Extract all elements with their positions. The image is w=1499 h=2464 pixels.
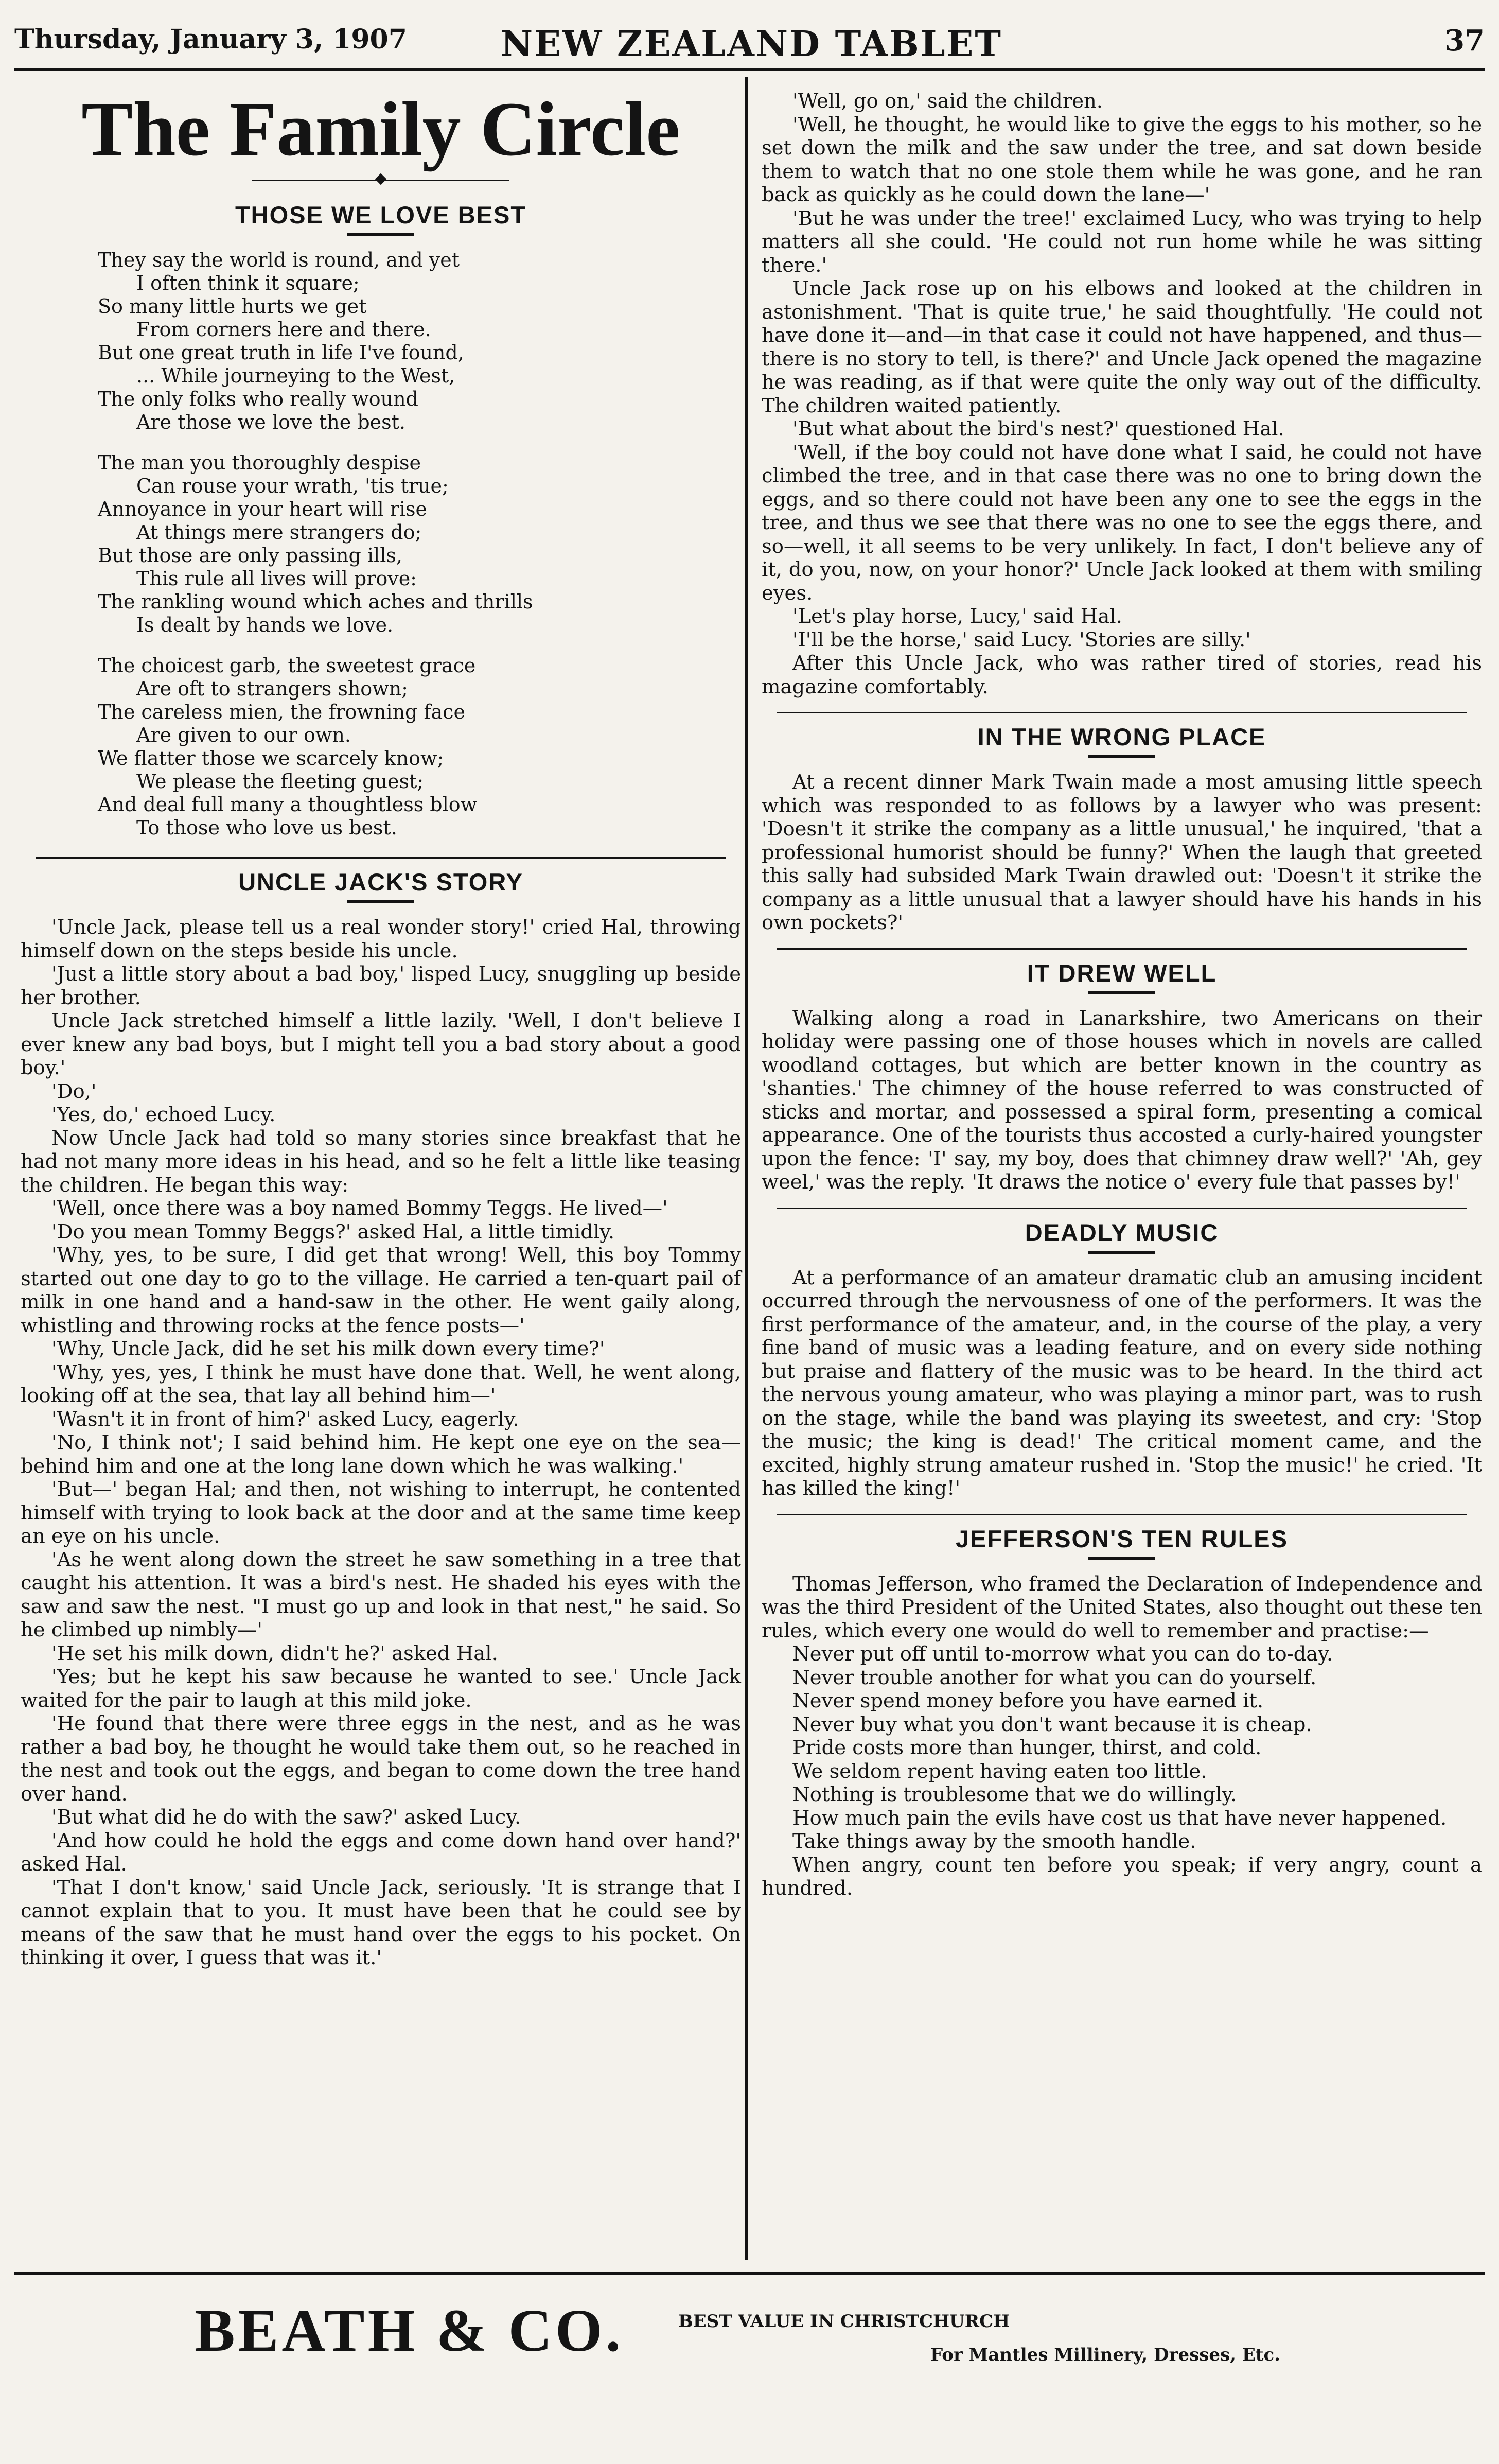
article-title: UNCLE JACK'S STORY [238, 868, 523, 896]
deadly-music-article [762, 1218, 1482, 1500]
title-rule [347, 900, 414, 903]
poem-stanza [98, 654, 741, 840]
article-paragraph: 'Why, yes, yes, I think he must have done that. Well, he went along, looking off at the sea, that lay all behind him—' [21, 1360, 741, 1407]
article-paragraph: 'Well, if the boy could not have done what I said, he could not have climbed the tree, and in that case there was no one to bring down the eggs, and so there could not have been any one to see the eggs in the tree, and thus we see that there was no one to see the eggs there, and so—well, it all seems to be very unlikely. In fact, I don't believe any of it, do you, now, on your honor?' Uncle Jack looked at them with smiling eyes. [762, 441, 1482, 605]
poem-line: We flatter those we scarcely know; [98, 747, 444, 770]
poem-line: Can rouse your wrath, 'tis true; [136, 475, 449, 497]
article-paragraph: 'Why, yes, to be sure, I did get that wrong! Well, this boy Tommy started out one day to go to the village. He carried a ten-quart pail of milk in one hand and a hand-saw in the other. He went gaily along, whistling and throwing rocks at the fence posts—' [21, 1244, 741, 1337]
article-paragraph: 'Wasn't it in front of him?' asked Lucy, eagerly. [51, 1407, 519, 1431]
poem-line: Is dealt by hands we love. [136, 614, 394, 636]
poem-title: THOSE WE LOVE BEST [235, 201, 527, 229]
article-paragraph: At a recent dinner Mark Twain made a most amusing little speech which was responded to as follows by a lawyer who was present: 'Doesn't it strike the company as a little unusual,' he inquired, 'that a professional humorist should be funny?' When the laugh that greeted this sally had subsided Mark Twain drawled out: 'Doesn't it strike the company as a little unusual that a lawyer should have his hands in his own pockets?' [762, 771, 1482, 934]
advertiser-subline: For Mantles Millinery, Dresses, Etc. [930, 2345, 1280, 2365]
section-divider [777, 1514, 1467, 1515]
page-number: 37 [1444, 24, 1485, 58]
poem-line: We please the fleeting guest; [136, 770, 424, 793]
poem-line: The choicest garb, the sweetest grace [98, 654, 476, 677]
poem-line: I often think it square; [136, 272, 360, 294]
article-paragraph: 'But he was under the tree!' exclaimed Lucy, who was trying to help matters all she could. 'He could not run home while he was sitting there.' [762, 206, 1482, 277]
poem-line: At things mere strangers do; [136, 521, 422, 544]
wrong-place-article [762, 723, 1482, 935]
article-paragraph: 'Well, go on,' said the children. [792, 90, 1103, 113]
poem-line: And deal full many a thoughtless blow [98, 793, 478, 816]
article-paragraph: 'Yes, do,' echoed Lucy. [51, 1103, 276, 1126]
poem-line: Are oft to strangers shown; [136, 677, 408, 700]
page-header [14, 24, 1485, 67]
rule-item: Never trouble another for what you can do yourself. [792, 1666, 1317, 1689]
article-paragraph: 'Well, once there was a boy named Bommy Teggs. He lived—' [51, 1197, 668, 1220]
rule-item: Take things away by the smooth handle. [792, 1830, 1196, 1853]
column-divider [745, 77, 748, 2260]
poem-stanza [98, 249, 741, 434]
advertisement-footer [14, 2296, 1485, 2430]
poem-stanza [98, 451, 741, 637]
section-banner: The Family Circle [81, 86, 680, 172]
article-paragraph: 'Well, he thought, he would like to give the eggs to his mother, so he set down the milk and the saw under the tree, and sat down beside them to watch that no one stole them while he was gone, and he ran back as quickly as he could down the lane—' [762, 113, 1482, 206]
article-paragraph: 'And how could he hold the eggs and come down hand over hand?' asked Hal. [21, 1829, 741, 1876]
rule-item: When angry, count ten before you speak; if very angry, count a hundred. [762, 1853, 1482, 1900]
section-divider [36, 857, 726, 859]
article-paragraph: 'But—' began Hal; and then, not wishing to interrupt, he contented himself with trying to look back at the door and at the same time keep an eye on his uncle. [21, 1478, 741, 1548]
poem-line: From corners here and there. [136, 318, 431, 341]
issue-date: Thursday, January 3, 1907 [14, 24, 407, 55]
poem-line: But those are only passing ills, [98, 544, 402, 567]
article-paragraph: 'Uncle Jack, please tell us a real wonder story!' cried Hal, throwing himself down on the steps beside his uncle. [21, 916, 741, 963]
rule-item: Never put off until to-morrow what you can do to-day. [792, 1642, 1333, 1666]
masthead-title: NEW ZEALAND TABLET [501, 24, 1002, 65]
poem-line: Are those we love the best. [136, 411, 406, 433]
rule-item: Never spend money before you have earned it. [792, 1689, 1264, 1712]
rule-item: Pride costs more than hunger, thirst, and cold. [792, 1736, 1262, 1759]
poem-line: Annoyance in your heart will rise [98, 498, 427, 520]
poem-line: ... While journeying to the West, [136, 364, 455, 387]
article-paragraph: 'I'll be the horse,' said Lucy. 'Stories are silly.' [792, 628, 1251, 652]
poem-line: The careless mien, the frowning face [98, 701, 465, 723]
article-paragraph: 'Do you mean Tommy Beggs?' asked Hal, a little timidly. [51, 1220, 615, 1244]
poem-line: The man you thoroughly despise [98, 451, 421, 474]
poem-line: The rankling wound which aches and thrills [98, 590, 533, 613]
title-rule [1088, 1557, 1155, 1560]
poem-line: So many little hurts we get [98, 295, 367, 318]
article-paragraph: At a performance of an amateur dramatic club an amusing incident occurred through the nervousness of one of the performers. It was the first performance of the amateur, and, in the course of the play, a very fine band of music was a leading feature, and on every side nothing but praise and flattery of the music was to be heard. In the third act the nervous young amateur, who was playing a minor part, was to rush on the stage, while the band was playing its sweetest, and cry: 'Stop the music; the king is dead!' The critical moment came, and the excited, highly strung amateur rushed in. 'Stop the music!' he cried. 'It has killed the king!' [762, 1266, 1482, 1500]
header-rule [14, 68, 1485, 71]
uncle-jack-article [21, 868, 741, 1970]
article-paragraph: 'Yes; but he kept his saw because he wanted to see.' Uncle Jack waited for the pair to laugh at this mild joke. [21, 1665, 741, 1712]
title-rule [1088, 755, 1155, 758]
drew-well-article [762, 959, 1482, 1194]
rule-item: Nothing is troublesome that we do willingly. [792, 1783, 1237, 1806]
article-paragraph: 'No, I think not'; I said behind him. He kept one eye on the sea—behind him and one at the long lane down which he was walking.' [21, 1431, 741, 1478]
article-title: DEADLY MUSIC [1025, 1218, 1219, 1246]
article-paragraph: 'But what about the bird's nest?' questioned Hal. [792, 417, 1284, 441]
uncle-jack-continued [762, 90, 1482, 698]
article-paragraph: 'He found that there were three eggs in the nest, and as he was rather a bad boy, he thought he would take them out, so he reached in the nest and took out the eggs, and began to come down the tree hand over hand. [21, 1712, 741, 1806]
jefferson-article [762, 1525, 1482, 1900]
article-paragraph: 'But what did he do with the saw?' asked Lucy. [51, 1806, 521, 1829]
rule-item: Never buy what you don't want because it is cheap. [792, 1712, 1312, 1736]
poem-article [21, 201, 741, 840]
left-column [21, 77, 741, 1970]
poem-line: They say the world is round, and yet [98, 249, 460, 271]
title-rule [1088, 991, 1155, 994]
title-rule [347, 233, 414, 236]
title-rule [1088, 1251, 1155, 1254]
article-paragraph: 'Let's play horse, Lucy,' said Hal. [792, 605, 1122, 628]
article-paragraph: 'Why, Uncle Jack, did he set his milk down every time?' [51, 1337, 605, 1360]
article-paragraph: 'Just a little story about a bad boy,' lisped Lucy, snuggling up beside her brother. [21, 963, 741, 1009]
article-paragraph: 'Do,' [51, 1079, 97, 1103]
article-title: IT DREW WELL [1027, 959, 1217, 987]
section-divider [777, 1208, 1467, 1209]
poem-line: The only folks who really wound [98, 388, 418, 410]
article-title: JEFFERSON'S TEN RULES [956, 1525, 1288, 1552]
poem-line: To those who love us best. [136, 816, 397, 839]
right-column [762, 77, 1482, 1900]
article-paragraph: 'As he went along down the street he saw something in a tree that caught his attention. It was a bird's nest. He shaded his eyes with the saw and saw the nest. "I must go up and look in that nest," he said. So he climbed up nimbly—' [21, 1548, 741, 1641]
article-paragraph: 'That I don't know,' said Uncle Jack, seriously. 'It is strange that I cannot explain that to you. It must have been that he could see by means of the saw that he must hand over the eggs to his pocket. On thinking it over, I guess that was it.' [21, 1876, 741, 1969]
article-paragraph: 'He set his milk down, didn't he?' asked Hal. [51, 1641, 498, 1665]
poem-line: This rule all lives will prove: [136, 567, 417, 590]
article-intro: Thomas Jefferson, who framed the Declaration of Independence and was the third President of the United States, also thought out these ten rules, which every one would do well to remember and practise:— [762, 1572, 1482, 1642]
article-paragraph: Walking along a road in Lanarkshire, two Americans on their holiday were passing one of those houses which in novels are called woodland cottages, but which are better known in the country as 'shanties.' The chimney of the house referred to was constructed of sticks and mortar, and possessed a spiral form, presenting a comical appearance. One of the tourists thus accosted a curly-haired youngster upon the fence: 'I' say, my boy, does that chimney draw well?' 'Ah, gey weel,' was the reply. 'It draws the notice o' every fule that passes by!' [762, 1006, 1482, 1194]
footer-rule [14, 2272, 1485, 2275]
section-divider [777, 712, 1467, 713]
section-divider [777, 948, 1467, 950]
rule-item: How much pain the evils have cost us that have never happened. [792, 1806, 1447, 1830]
advertiser-name: BEATH & CO. [195, 2297, 624, 2364]
article-title: IN THE WRONG PLACE [977, 723, 1266, 750]
article-paragraph: Uncle Jack stretched himself a little lazily. 'Well, I don't believe I ever knew any bad boys, but I might tell you a bad story about a good boy.' [21, 1009, 741, 1079]
advertiser-tagline: BEST VALUE IN CHRISTCHURCH [678, 2311, 1010, 2332]
poem-line: Are given to our own. [136, 724, 351, 746]
article-paragraph: After this Uncle Jack, who was rather tired of stories, read his magazine comfortably. [762, 652, 1482, 698]
banner-ornament [252, 175, 509, 185]
poem-body [98, 249, 741, 840]
article-paragraph: Uncle Jack rose up on his elbows and looked at the children in astonishment. 'That is quite true,' he said thoughtfully. 'He could not have done it—and—in that case it could not have happened, and thus—there is no story to tell, is there?' and Uncle Jack opened the magazine he was reading, as if that were quite the only way out of the difficulty. The children waited patiently. [762, 277, 1482, 417]
article-paragraph: Now Uncle Jack had told so many stories since breakfast that he had not many more ideas in his head, and so he felt a little like teasing the children. He began this way: [21, 1126, 741, 1197]
poem-line: But one great truth in life I've found, [98, 341, 464, 364]
rule-item: We seldom repent having eaten too little. [792, 1759, 1207, 1783]
